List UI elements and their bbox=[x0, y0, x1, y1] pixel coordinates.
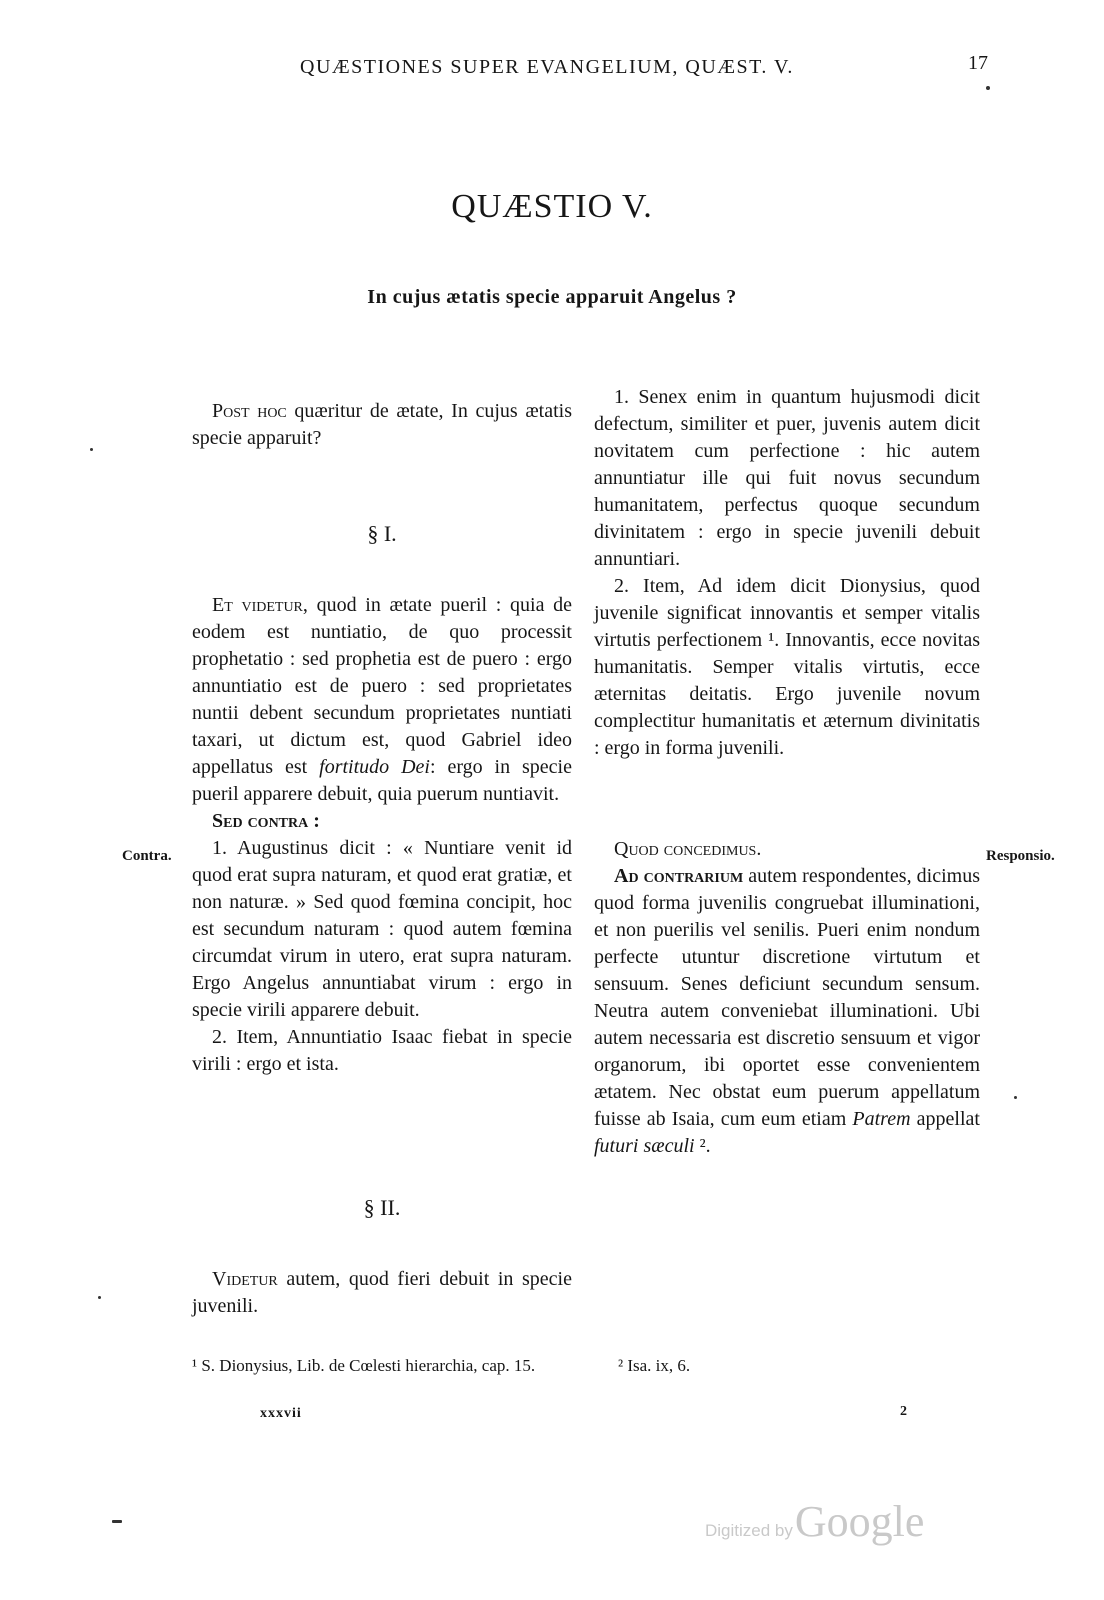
scan-speck bbox=[98, 1296, 101, 1299]
right-column-response bbox=[594, 836, 980, 1160]
margin-note-contra: Contra. bbox=[122, 848, 172, 864]
videtur-end: : ergo in specie pueril apparere debuit, quia puerum nuntiavit. bbox=[192, 756, 572, 805]
left-column bbox=[192, 398, 572, 452]
running-title: QUÆSTIONES SUPER EVANGELIUM, QUÆST. V. bbox=[300, 56, 794, 78]
contra-argument-1: 1. Augustinus dicit : « Nuntiare venit id quod erat supra naturam, et quod erat gratiæ, et non naturæ. » Sed quod fœmina concipit, hoc est secundum naturam : quod autem fœmina circumdat virum in utero, erat supra naturam. Ergo Angelus annuntiabat virum : ergo in specie virili apparere debuit. bbox=[192, 837, 572, 1021]
sed-contra-label: Sed contra : bbox=[212, 810, 320, 832]
scan-speck bbox=[90, 448, 93, 451]
ad-contrarium-end: ². bbox=[694, 1135, 711, 1157]
intro-paragraph bbox=[192, 398, 572, 452]
question-title: QUÆSTIO V. bbox=[451, 188, 653, 225]
ad-contrarium-italic-1: Patrem bbox=[852, 1108, 911, 1130]
ad-contrarium-lead: Ad contrarium bbox=[614, 865, 744, 887]
videtur-italic: fortitudo Dei bbox=[319, 756, 430, 778]
ad-contrarium-text: autem respondentes, dicimus quod forma juvenilis congruebat illuminationi, et non puerilis vel senilis. Pueri enim nondum perfecte utuntur discretione virtutum et sensuum. Senes deficiunt secundum sensum. Neutra autem conveniebat illuminationi. Ubi autem necessaria est discretio sensuum et vigor organorum, ibi oportet esse convenientem ætatem. Nec obstat eum puerum appellatum fuisse ab Isaia, cum eum etiam bbox=[594, 865, 980, 1130]
question-subtitle: In cujus ætatis specie apparuit Angelus ? bbox=[367, 286, 737, 308]
margin-note-responsio: Responsio. bbox=[986, 848, 1055, 864]
intro-text: quæritur de ætate, In cujus ætatis specie apparuit? bbox=[192, 400, 573, 449]
intro-lead: Post hoc bbox=[212, 400, 287, 422]
scan-speck bbox=[986, 86, 990, 90]
scan-speck bbox=[112, 1520, 122, 1523]
section-one-heading-wrap bbox=[192, 520, 572, 547]
watermark-prefix: Digitized by bbox=[705, 1521, 793, 1540]
argument-2: 2. Item, Ad idem dicit Dionysius, quod juvenile significat innovantis et semper vitalis virtutis perfectionem ¹. Innovantis, ecce novitas humanitatis. Semper vitalis virtutis, ecce æternitas deitatis. Ergo juvenile novum complectitur humanitatis et æternum divinitatis : ergo in forma juvenili. bbox=[594, 575, 980, 759]
watermark-brand: Google bbox=[794, 1497, 925, 1546]
ad-contrarium-paragraph bbox=[594, 863, 980, 1160]
videtur-lead: Et videtur, bbox=[212, 594, 308, 616]
videtur-text: quod in ætate pueril : quia de eodem est nuntiatio, de quo processit prophetatio : sed prophetia est de puero : ergo annuntiatio est de puero : sed proprietates nuntii debent secundum proprietates nuntiati taxari, ut dictum est, quod Gabriel ideo appellatus est bbox=[192, 594, 573, 778]
sed-contra-heading bbox=[192, 808, 572, 835]
footnote-1: ¹ S. Dionysius, Lib. de Cœlesti hierarchia, cap. 15. bbox=[192, 1356, 536, 1375]
quod-concedimus-label: Quod concedimus. bbox=[614, 838, 762, 860]
section-one-heading: § I. bbox=[367, 521, 397, 546]
videtur-paragraph bbox=[192, 592, 572, 808]
signature-left: xxxvii bbox=[260, 1406, 302, 1421]
section-two-heading: § II. bbox=[363, 1195, 401, 1220]
videtur-two-text: autem, quod fieri debuit in specie juvenili. bbox=[192, 1268, 572, 1317]
scan-speck bbox=[1014, 1096, 1017, 1099]
page-number: 17 bbox=[968, 52, 988, 74]
quod-concedimus bbox=[594, 836, 980, 863]
argument-1: 1. Senex enim in quantum hujusmodi dicit defectum, similiter et puer, juvenis autem dicit novitatem cum perfectione : hic autem annuntiatur ille qui fuit novus secundum humanitatem, perfectus quoque secundum divinitatem : ergo in specie juvenili debuit annuntiari. bbox=[594, 386, 980, 570]
videtur-two-paragraph bbox=[192, 1266, 572, 1320]
left-column-final bbox=[192, 1266, 572, 1320]
videtur-two-lead: Videtur bbox=[212, 1268, 278, 1290]
section-two-heading-wrap bbox=[192, 1194, 572, 1221]
ad-contrarium-mid: appellat bbox=[910, 1108, 980, 1130]
left-column-body bbox=[192, 592, 572, 1078]
ad-contrarium-italic-2: futuri sæculi bbox=[594, 1135, 695, 1157]
contra-argument-2: 2. Item, Annuntiatio Isaac fiebat in specie virili : ergo et ista. bbox=[192, 1026, 572, 1075]
right-column bbox=[594, 384, 980, 762]
footnote-2: ² Isa. ix, 6. bbox=[618, 1356, 691, 1375]
signature-right: 2 bbox=[900, 1404, 908, 1419]
google-watermark bbox=[705, 1496, 924, 1547]
